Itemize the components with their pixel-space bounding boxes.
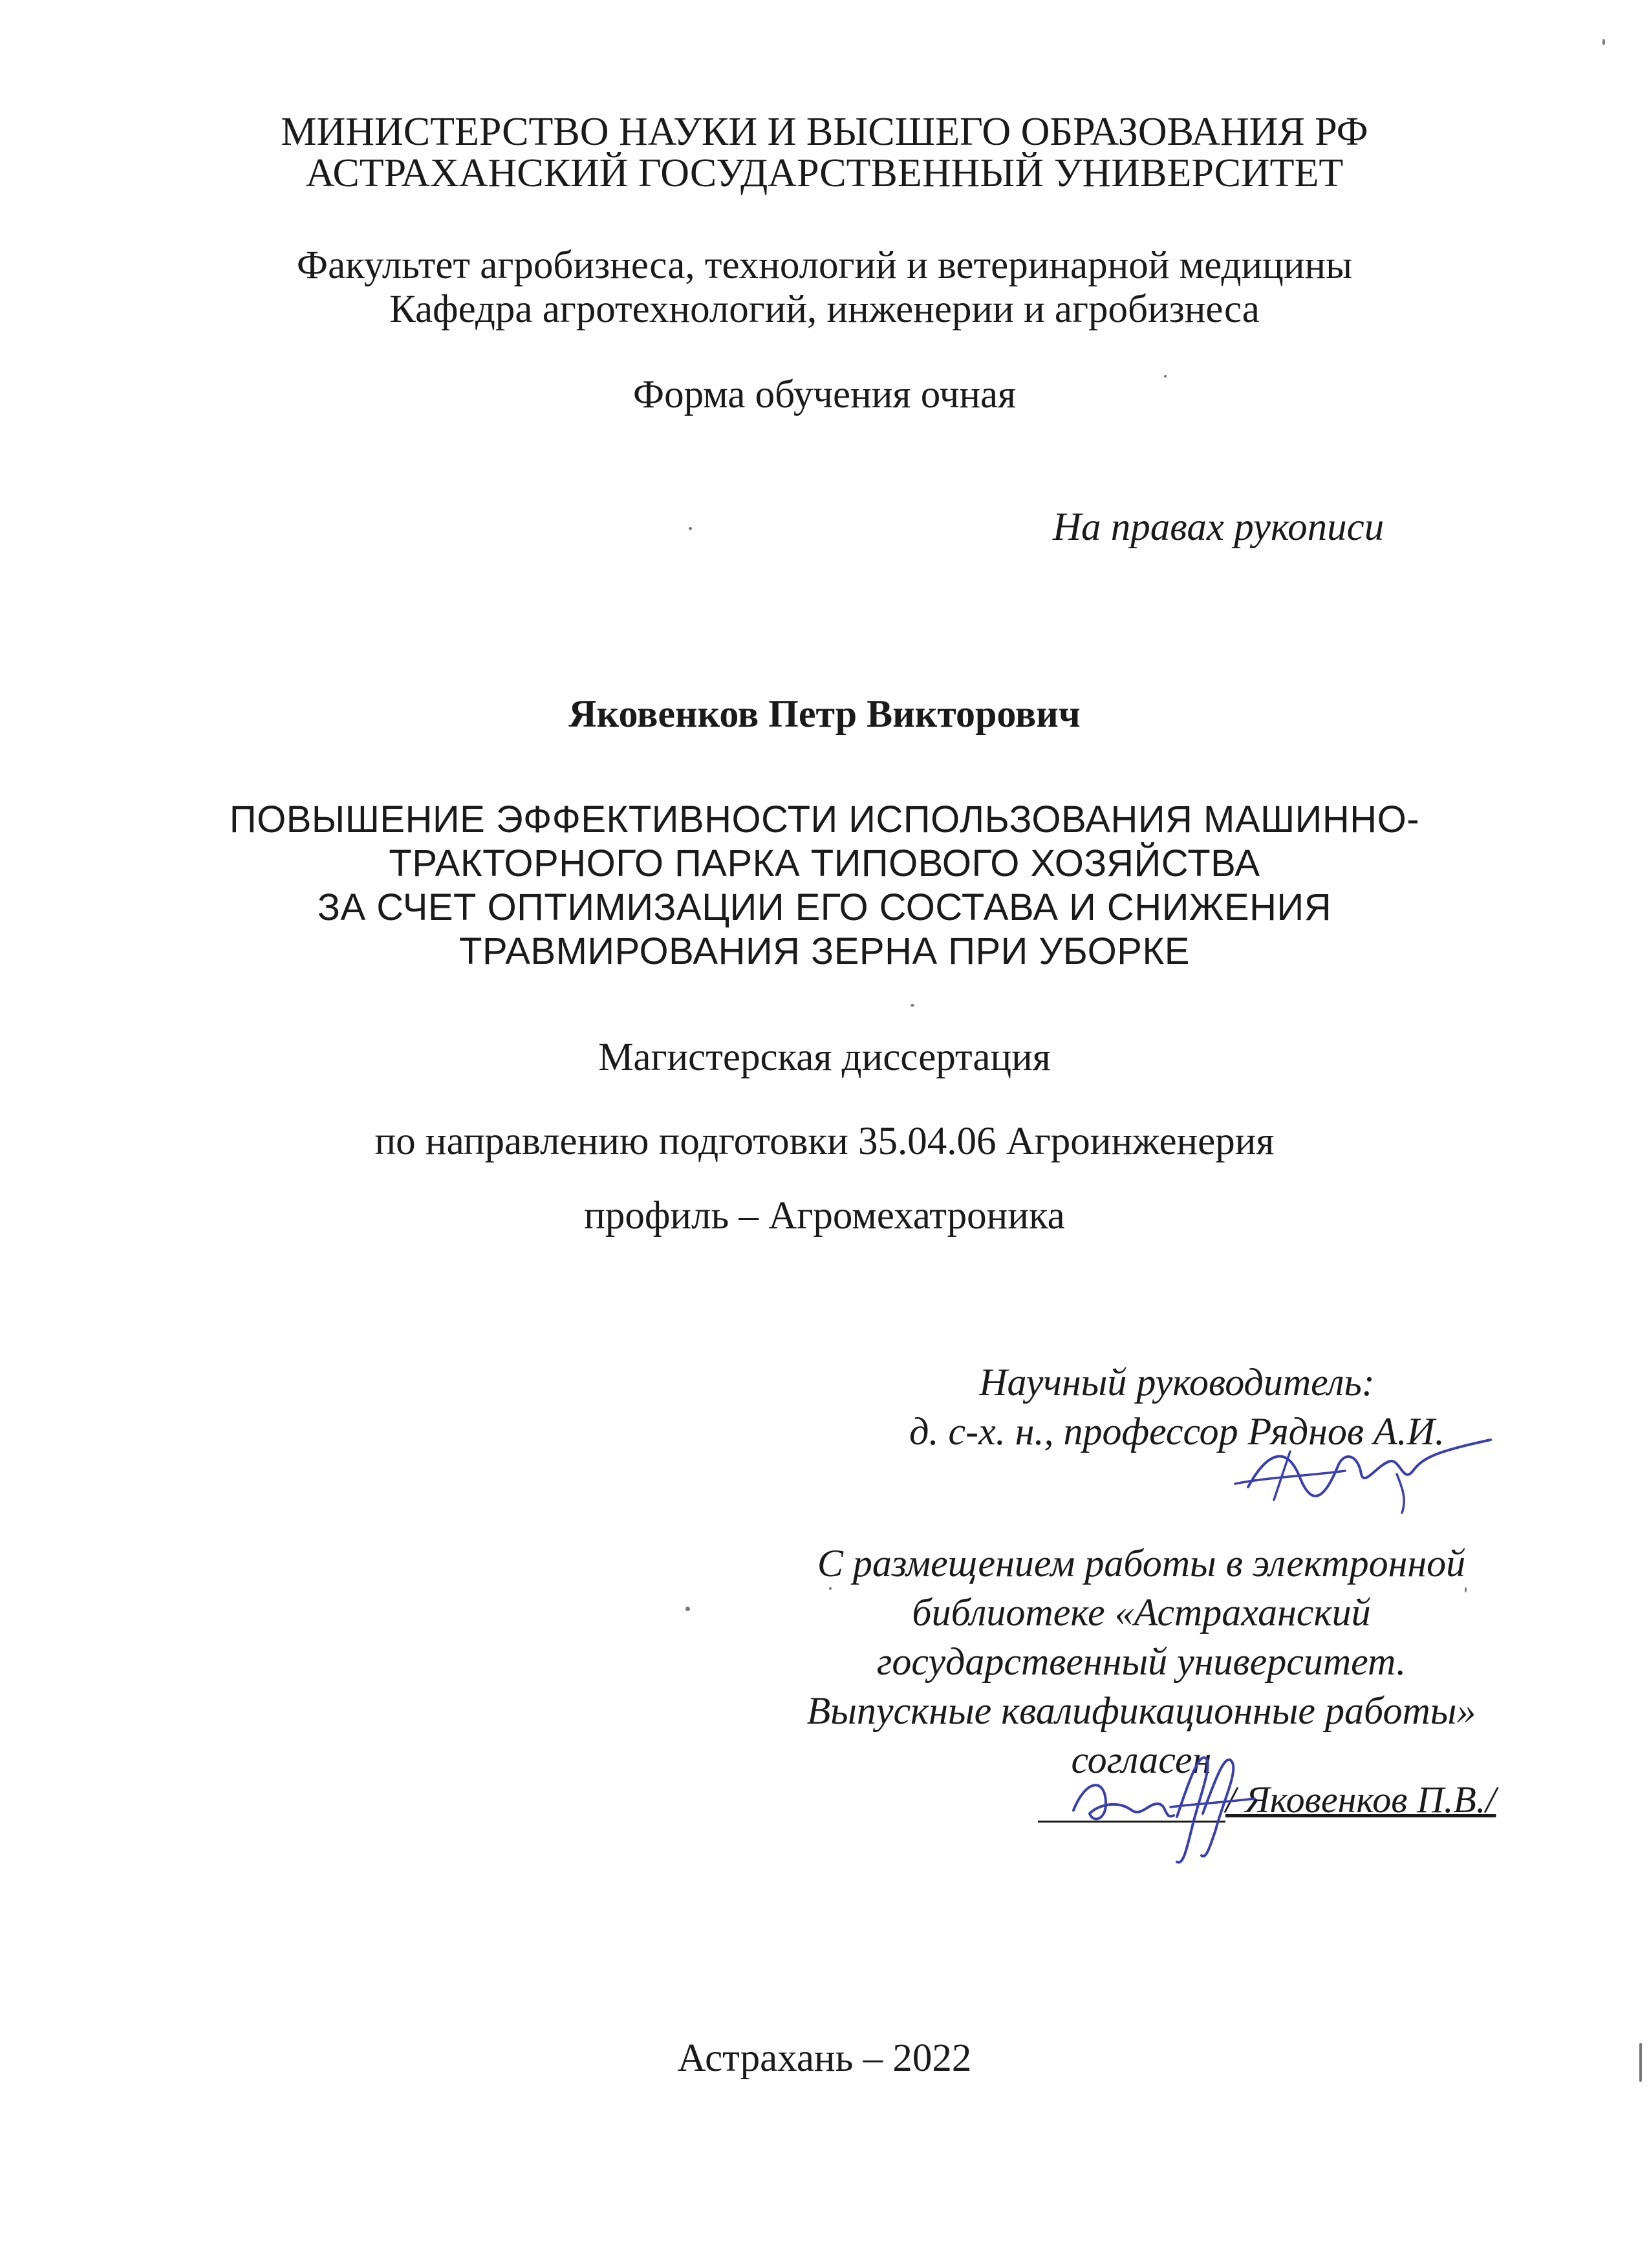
scan-speck — [829, 1587, 832, 1590]
scan-speck — [1602, 39, 1605, 45]
scan-speck — [685, 1607, 690, 1611]
author-name: Яковенков Петр Викторович — [568, 692, 1081, 735]
consent-line-1: С размещением работы в электронной — [817, 1542, 1466, 1585]
scan-edge-mark — [1639, 2043, 1642, 2082]
supervisor-label: Научный руководитель: — [979, 1361, 1375, 1404]
scan-speck — [1465, 1587, 1467, 1592]
faculty-name: Факультет агробизнеса, технологий и ветеринарной медицины — [296, 244, 1353, 287]
thesis-title-line-2: ТРАКТОРНОГО ПАРКА ТИПОВОГО ХОЗЯЙСТВА — [389, 842, 1260, 884]
scan-speck — [689, 527, 692, 530]
department-name: Кафедра агротехнологий, инженерии и агробизнеса — [389, 288, 1260, 331]
city-year: Астрахань – 2022 — [677, 2037, 972, 2080]
ministry-name: МИНИСТЕРСТВО НАУКИ И ВЫСШЕГО ОБРАЗОВАНИЯ РФ — [281, 110, 1368, 154]
consent-line-5: согласен — [1071, 1738, 1212, 1781]
scan-speck — [1164, 375, 1167, 378]
thesis-title-line-4: ТРАВМИРОВАНИЯ ЗЕРНА ПРИ УБОРКЕ — [459, 930, 1190, 972]
consent-line-4: Выпускные квалификационные работы» — [806, 1689, 1476, 1732]
thesis-title-line-3: ЗА СЧЕТ ОПТИМИЗАЦИИ ЕГО СОСТАВА И СНИЖЕНИЯ — [317, 886, 1332, 928]
consent-line-3: государственный университет. — [876, 1640, 1406, 1683]
scan-speck — [911, 1004, 914, 1007]
training-direction: по направлению подготовки 35.04.06 Агроинженерия — [374, 1120, 1275, 1163]
study-form: Форма обучения очная — [632, 373, 1017, 416]
work-type: Магистерская диссертация — [598, 1036, 1051, 1079]
consent-line-2: библиотеке «Астраханский — [912, 1591, 1371, 1634]
student-signer-name: / Яковенков П.В./ — [1225, 1779, 1496, 1821]
university-name: АСТРАХАНСКИЙ ГОСУДАРСТВЕННЫЙ УНИВЕРСИТЕТ — [305, 151, 1344, 195]
manuscript-note: На правах рукописи — [1053, 506, 1385, 549]
thesis-title-line-1: ПОВЫШЕНИЕ ЭФФЕКТИВНОСТИ ИСПОЛЬЗОВАНИЯ МАШИННО- — [229, 798, 1420, 840]
training-profile: профиль – Агромехатроника — [584, 1194, 1065, 1237]
supervisor-name: д. с-х. н., профессор Ряднов А.И. — [909, 1410, 1445, 1453]
